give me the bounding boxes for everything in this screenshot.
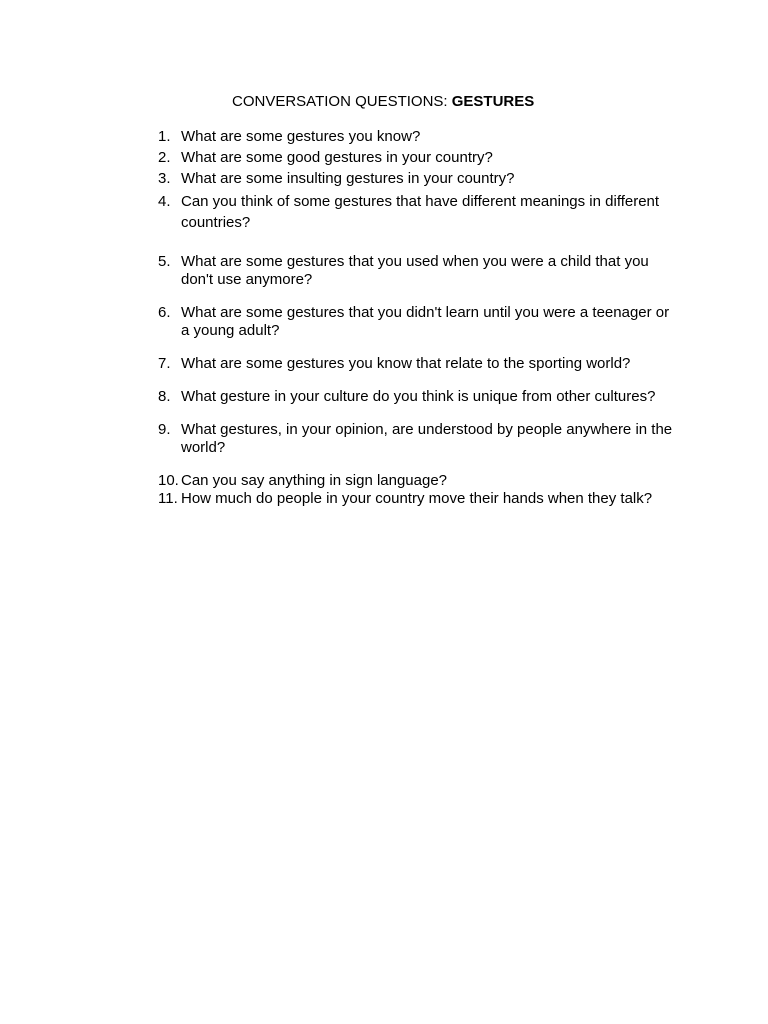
question-number: 1. bbox=[158, 128, 171, 145]
question-item bbox=[158, 170, 678, 188]
question-item bbox=[158, 191, 678, 233]
question-number: 5. bbox=[158, 253, 171, 270]
question-number: 3. bbox=[158, 170, 171, 187]
title-subject: GESTURES bbox=[451, 93, 535, 110]
question-number: 4. bbox=[158, 193, 171, 210]
question-item bbox=[158, 490, 678, 508]
question-text: What are some gestures you know? bbox=[181, 128, 421, 145]
question-number: 11. bbox=[158, 490, 178, 507]
question-item bbox=[158, 421, 678, 457]
question-text: Can you say anything in sign language? bbox=[181, 472, 448, 489]
question-text: What are some gestures you know that relate to the sporting world? bbox=[181, 355, 631, 372]
question-text: What are some insulting gestures in your country? bbox=[181, 170, 515, 187]
question-item bbox=[158, 304, 678, 340]
question-number: 7. bbox=[158, 355, 171, 372]
question-number: 2. bbox=[158, 149, 171, 166]
question-item bbox=[158, 355, 678, 373]
question-number: 8. bbox=[158, 388, 171, 405]
question-text: What are some gestures that you didn't learn until you were a teenager or a young adult? bbox=[181, 304, 670, 339]
document-title bbox=[232, 93, 534, 111]
question-text: What are some good gestures in your country? bbox=[181, 149, 493, 166]
question-item bbox=[158, 388, 678, 406]
question-number: 10. bbox=[158, 472, 179, 489]
question-item bbox=[158, 472, 678, 490]
question-text: What are some gestures that you used when you were a child that you don't use anymore? bbox=[181, 253, 649, 288]
question-item bbox=[158, 149, 678, 167]
question-text: What gestures, in your opinion, are understood by people anywhere in the world? bbox=[181, 421, 673, 456]
question-text: What gesture in your culture do you think is unique from other cultures? bbox=[181, 388, 656, 405]
question-text: How much do people in your country move their hands when they talk? bbox=[181, 490, 653, 507]
question-item bbox=[158, 128, 678, 146]
question-number: 9. bbox=[158, 421, 171, 438]
question-list bbox=[158, 128, 678, 508]
title-prefix: CONVERSATION QUESTIONS: bbox=[232, 93, 452, 110]
question-text: Can you think of some gestures that have different meanings in different countries? bbox=[181, 193, 660, 231]
question-item bbox=[158, 253, 678, 289]
question-number: 6. bbox=[158, 304, 171, 321]
